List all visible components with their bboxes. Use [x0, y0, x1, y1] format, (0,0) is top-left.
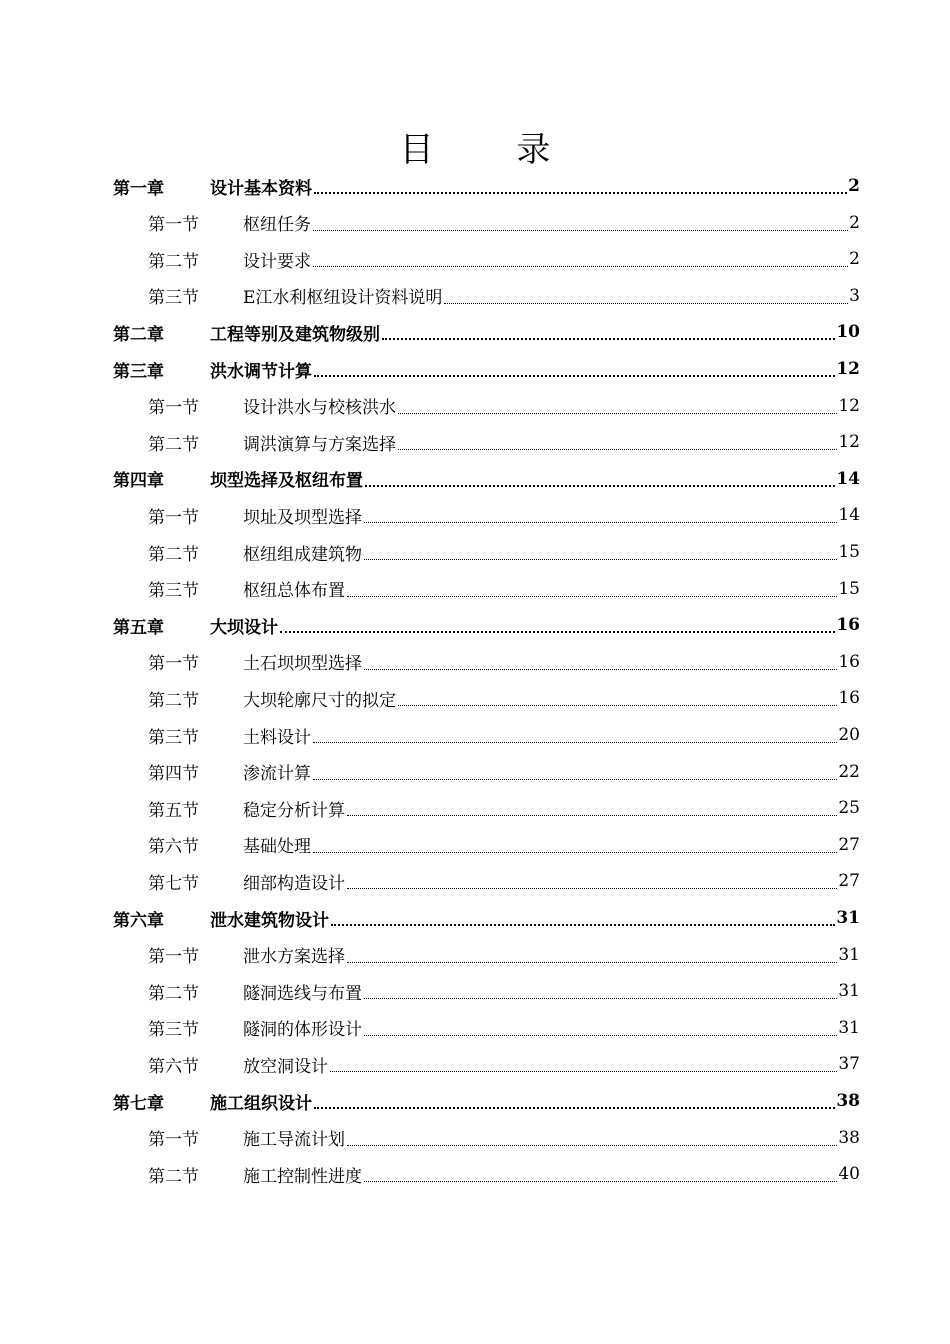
toc-dot-leader — [313, 230, 848, 231]
toc-section-entry[interactable] — [148, 1120, 860, 1156]
toc-entry-title: 隧洞选线与布置 — [243, 983, 362, 1004]
toc-page-number: 3 — [849, 285, 860, 306]
toc-dot-leader — [347, 815, 837, 816]
toc-entry-title: 枢纽总体布置 — [243, 581, 345, 602]
toc-entry-title: 设计基本资料 — [210, 178, 312, 199]
toc-page-number: 16 — [836, 615, 860, 636]
toc-page-number: 12 — [838, 395, 860, 416]
toc-entry-number: 第三节 — [148, 581, 199, 602]
toc-dot-leader — [347, 1145, 837, 1146]
toc-dot-leader — [364, 522, 837, 523]
toc-section-entry[interactable] — [148, 424, 860, 460]
toc-entry-number: 第七节 — [148, 873, 199, 894]
toc-section-entry[interactable] — [148, 497, 860, 533]
toc-section-entry[interactable] — [148, 790, 860, 826]
toc-entry-title: 隧洞的体形设计 — [243, 1020, 362, 1041]
toc-entry-number: 第六节 — [148, 1056, 199, 1077]
toc-entry-title: 土石坝坝型选择 — [243, 654, 362, 675]
toc-page-number: 20 — [838, 725, 860, 745]
toc-section-entry[interactable] — [148, 205, 860, 241]
toc-dot-leader — [382, 338, 835, 340]
toc-page-number: 38 — [838, 1127, 860, 1148]
toc-dot-leader — [314, 375, 835, 377]
toc-dot-leader — [364, 669, 837, 670]
toc-dot-leader — [364, 1181, 837, 1182]
toc-page-number: 10 — [836, 322, 860, 343]
toc-entry-title: 放空洞设计 — [243, 1056, 328, 1077]
toc-entry-number: 第一节 — [148, 654, 199, 675]
toc-page-number: 27 — [838, 871, 860, 892]
toc-entry-title: 工程等别及建筑物级别 — [210, 324, 380, 345]
toc-entry-number: 第五章 — [113, 617, 164, 638]
toc-section-entry[interactable] — [148, 1046, 860, 1082]
toc-page-number: 31 — [838, 1017, 860, 1038]
toc-entry-number: 第一节 — [148, 215, 199, 236]
toc-page-number: 31 — [836, 908, 860, 928]
toc-dot-leader — [364, 559, 837, 560]
page-title: 目 录 — [399, 130, 587, 170]
toc-entry-title: 大坝设计 — [210, 617, 278, 638]
toc-dot-leader — [330, 1071, 837, 1072]
toc-section-entry[interactable] — [148, 937, 860, 973]
toc-entry-title: 枢纽组成建筑物 — [243, 544, 362, 565]
toc-entry-title: 渗流计算 — [243, 764, 311, 785]
toc-entry-number: 第二节 — [148, 544, 199, 565]
toc-entry-number: 第二节 — [148, 434, 199, 455]
toc-entry-number: 第二节 — [148, 690, 199, 711]
toc-dot-leader — [364, 998, 837, 999]
toc-dot-leader — [398, 449, 837, 450]
toc-dot-leader — [398, 413, 837, 414]
toc-entry-number: 第二节 — [148, 251, 199, 272]
toc-dot-leader — [347, 888, 837, 889]
toc-dot-leader — [280, 631, 835, 633]
toc-entry-title: 枢纽任务 — [243, 215, 311, 236]
toc-dot-leader — [314, 192, 847, 194]
toc-entry-title: 稳定分析计算 — [243, 800, 345, 821]
toc-dot-leader — [313, 779, 837, 780]
toc-entry-number: 第三节 — [148, 1020, 199, 1041]
toc-section-entry[interactable] — [148, 680, 860, 716]
toc-dot-leader — [313, 742, 837, 743]
toc-page-number: 12 — [838, 432, 860, 453]
toc-page-number: 16 — [838, 688, 860, 709]
toc-entry-title: 设计要求 — [243, 251, 311, 272]
toc-entry-number: 第二节 — [148, 983, 199, 1004]
toc-section-entry[interactable] — [148, 278, 860, 314]
toc-entry-number: 第二章 — [113, 324, 164, 345]
toc-page-number: 31 — [838, 981, 860, 1002]
toc-section-entry[interactable] — [148, 571, 860, 607]
toc-page-number: 22 — [838, 761, 860, 782]
toc-entry-title: 泄水建筑物设计 — [210, 910, 329, 931]
toc-dot-leader — [314, 1107, 835, 1109]
toc-entry-number: 第四节 — [148, 764, 199, 785]
toc-entry-title: 调洪演算与方案选择 — [243, 434, 396, 455]
toc-entry-title: 基础处理 — [243, 837, 311, 858]
toc-section-entry[interactable] — [148, 1156, 860, 1192]
toc-page-number: 15 — [838, 578, 860, 599]
toc-entry-number: 第三章 — [113, 361, 164, 382]
toc-page-number: 2 — [848, 176, 860, 196]
toc-section-entry[interactable] — [148, 863, 860, 899]
toc-page-number: 15 — [838, 542, 860, 562]
toc-section-entry[interactable] — [148, 717, 860, 753]
toc-entry-number: 第一章 — [113, 178, 164, 199]
toc-page-number: 31 — [838, 944, 860, 965]
toc-chapter-entry[interactable] — [113, 461, 860, 497]
toc-chapter-entry[interactable] — [113, 351, 860, 387]
toc-page-number: 14 — [836, 468, 860, 489]
toc-dot-leader — [364, 1035, 837, 1036]
toc-chapter-entry[interactable] — [113, 314, 860, 350]
toc-section-entry[interactable] — [148, 241, 860, 277]
toc-page-number: 38 — [836, 1091, 860, 1111]
toc-section-entry[interactable] — [148, 754, 860, 790]
toc-page-number: 16 — [838, 651, 860, 672]
toc-entry-title: 坝型选择及枢纽布置 — [210, 471, 363, 492]
toc-page-number: 40 — [838, 1164, 860, 1185]
toc-dot-leader — [313, 852, 837, 853]
toc-entry-number: 第六节 — [148, 837, 199, 858]
toc-entry-title: 大坝轮廓尺寸的拟定 — [243, 690, 396, 711]
toc-entry-number: 第七章 — [113, 1093, 164, 1114]
toc-section-entry[interactable] — [148, 1010, 860, 1046]
toc-page-number: 25 — [838, 798, 860, 819]
toc-chapter-entry[interactable] — [113, 168, 860, 204]
toc-entry-title: 施工组织设计 — [210, 1093, 312, 1114]
toc-chapter-entry[interactable] — [113, 607, 860, 643]
toc-entry-number: 第一节 — [148, 947, 199, 968]
toc-entry-number: 第四章 — [113, 471, 164, 492]
toc-entry-number: 第一节 — [148, 507, 199, 528]
toc-entry-title: 设计洪水与校核洪水 — [243, 398, 396, 419]
toc-dot-leader — [347, 962, 837, 963]
toc-page-number: 12 — [836, 359, 860, 379]
toc-entry-number: 第六章 — [113, 910, 164, 931]
toc-section-entry[interactable] — [148, 973, 860, 1009]
toc-entry-title: 土料设计 — [243, 727, 311, 748]
toc-entry-number: 第一节 — [148, 398, 199, 419]
toc-dot-leader — [313, 266, 848, 267]
toc-chapter-entry[interactable] — [113, 1083, 860, 1119]
toc-dot-leader — [398, 705, 837, 706]
toc-entry-title: 洪水调节计算 — [210, 361, 312, 382]
toc-entry-title: 坝址及坝型选择 — [243, 507, 362, 528]
toc-entry-title: E江水利枢纽设计资料说明 — [243, 288, 443, 309]
toc-entry-number: 第三节 — [148, 288, 199, 309]
toc-dot-leader — [444, 303, 848, 304]
toc-dot-leader — [365, 485, 835, 487]
toc-entry-number: 第三节 — [148, 727, 199, 748]
toc-entry-number: 第一节 — [148, 1130, 199, 1151]
toc-dot-leader — [331, 924, 835, 926]
toc-chapter-entry[interactable] — [113, 900, 860, 936]
toc-section-entry[interactable] — [148, 534, 860, 570]
toc-section-entry[interactable] — [148, 827, 860, 863]
toc-page-number: 27 — [838, 834, 860, 855]
toc-dot-leader — [347, 596, 837, 597]
toc-page-number: 14 — [838, 505, 860, 526]
toc-page-number: 2 — [849, 212, 860, 233]
toc-entry-title: 泄水方案选择 — [243, 947, 345, 968]
toc-section-entry[interactable] — [148, 388, 860, 424]
toc-section-entry[interactable] — [148, 644, 860, 680]
toc-entry-title: 施工导流计划 — [243, 1130, 345, 1151]
toc-entry-number: 第二节 — [148, 1166, 199, 1187]
toc-page-number: 37 — [838, 1054, 860, 1075]
toc-page-number: 2 — [849, 249, 860, 270]
toc-entry-title: 施工控制性进度 — [243, 1166, 362, 1187]
toc-entry-number: 第五节 — [148, 800, 199, 821]
toc-entry-title: 细部构造设计 — [243, 873, 345, 894]
